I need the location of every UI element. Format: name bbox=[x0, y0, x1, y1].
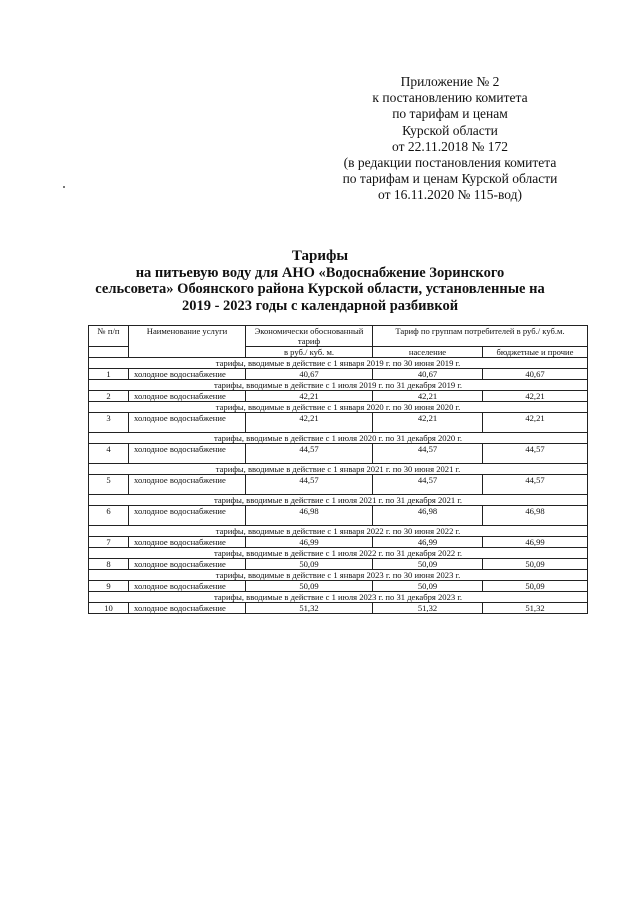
econ-tariff: 44,57 bbox=[246, 444, 373, 464]
period-row bbox=[89, 464, 588, 475]
population-tariff: 40,67 bbox=[373, 369, 483, 380]
header-population: население bbox=[373, 347, 483, 358]
row-number: 7 bbox=[89, 537, 129, 548]
period-label: тарифы, вводимые в действие с 1 января 2022 г. по 30 июня 2022 г. bbox=[89, 526, 588, 537]
period-label: тарифы, вводимые в действие с 1 января 2023 г. по 30 июня 2023 г. bbox=[89, 570, 588, 581]
period-label: тарифы, вводимые в действие с 1 июля 2019 г. по 31 декабря 2019 г. bbox=[89, 380, 588, 391]
appendix-line: к постановлению комитета bbox=[372, 90, 528, 106]
service-name: холодное водоснабжение bbox=[129, 506, 246, 526]
service-name: холодное водоснабжение bbox=[129, 537, 246, 548]
econ-tariff: 51,32 bbox=[246, 603, 373, 614]
budget-tariff: 50,09 bbox=[483, 581, 588, 592]
econ-tariff: 42,21 bbox=[246, 391, 373, 402]
scan-speck bbox=[63, 186, 65, 188]
population-tariff: 42,21 bbox=[373, 413, 483, 433]
row-number: 4 bbox=[89, 444, 129, 464]
title-line: 2019 - 2023 годы с календарной разбивкой bbox=[181, 297, 459, 314]
budget-tariff: 46,98 bbox=[483, 506, 588, 526]
period-row bbox=[89, 592, 588, 603]
econ-tariff: 40,67 bbox=[246, 369, 373, 380]
service-name: холодное водоснабжение bbox=[129, 391, 246, 402]
period-row bbox=[89, 495, 588, 506]
table-row bbox=[89, 444, 588, 464]
period-row bbox=[89, 548, 588, 559]
econ-tariff: 50,09 bbox=[246, 581, 373, 592]
table-row bbox=[89, 537, 588, 548]
appendix-line: по тарифам и ценам Курской области bbox=[342, 171, 558, 187]
service-name: холодное водоснабжение bbox=[129, 444, 246, 464]
table-row bbox=[89, 391, 588, 402]
period-label: тарифы, вводимые в действие с 1 июля 2023 г. по 31 декабря 2023 г. bbox=[89, 592, 588, 603]
econ-tariff: 46,98 bbox=[246, 506, 373, 526]
document-title bbox=[90, 248, 550, 314]
service-name: холодное водоснабжение bbox=[129, 603, 246, 614]
table-row bbox=[89, 413, 588, 433]
econ-tariff: 46,99 bbox=[246, 537, 373, 548]
population-tariff: 44,57 bbox=[373, 444, 483, 464]
budget-tariff: 42,21 bbox=[483, 391, 588, 402]
budget-tariff: 46,99 bbox=[483, 537, 588, 548]
budget-tariff: 44,57 bbox=[483, 475, 588, 495]
row-number: 5 bbox=[89, 475, 129, 495]
budget-tariff: 42,21 bbox=[483, 413, 588, 433]
table-row bbox=[89, 603, 588, 614]
period-row bbox=[89, 526, 588, 537]
title-heading: Тарифы bbox=[291, 248, 349, 264]
econ-tariff: 44,57 bbox=[246, 475, 373, 495]
econ-tariff: 42,21 bbox=[246, 413, 373, 433]
row-number: 9 bbox=[89, 581, 129, 592]
header-econ: Экономически обоснованный тариф bbox=[246, 326, 373, 347]
population-tariff: 46,99 bbox=[373, 537, 483, 548]
econ-tariff: 50,09 bbox=[246, 559, 373, 570]
row-number: 6 bbox=[89, 506, 129, 526]
table-row bbox=[89, 506, 588, 526]
population-tariff: 50,09 bbox=[373, 581, 483, 592]
period-row bbox=[89, 433, 588, 444]
row-number: 8 bbox=[89, 559, 129, 570]
appendix-line: (в редакции постановления комитета bbox=[343, 155, 557, 171]
service-name: холодное водоснабжение bbox=[129, 559, 246, 570]
population-tariff: 42,21 bbox=[373, 391, 483, 402]
period-label: тарифы, вводимые в действие с 1 января 2020 г. по 30 июня 2020 г. bbox=[89, 402, 588, 413]
service-name: холодное водоснабжение bbox=[129, 475, 246, 495]
appendix-line: от 22.11.2018 № 172 bbox=[392, 138, 508, 154]
budget-tariff: 40,67 bbox=[483, 369, 588, 380]
population-tariff: 44,57 bbox=[373, 475, 483, 495]
table-row bbox=[89, 581, 588, 592]
header-budget: бюджетные и прочие bbox=[483, 347, 588, 358]
row-number: 10 bbox=[89, 603, 129, 614]
population-tariff: 46,98 bbox=[373, 506, 483, 526]
budget-tariff: 44,57 bbox=[483, 444, 588, 464]
appendix-line: Курской области bbox=[402, 122, 498, 138]
table-row bbox=[89, 475, 588, 495]
period-row bbox=[89, 358, 588, 369]
tariff-table bbox=[88, 325, 588, 614]
header-num-blank bbox=[89, 347, 129, 358]
header-num: № п/п bbox=[89, 326, 129, 347]
appendix-line: по тарифам и ценам bbox=[392, 106, 508, 122]
service-name: холодное водоснабжение bbox=[129, 413, 246, 433]
period-label: тарифы, вводимые в действие с 1 января 2021 г. по 30 июня 2021 г. bbox=[89, 464, 588, 475]
table-row bbox=[89, 369, 588, 380]
header-groups: Тариф по группам потребителей в руб./ куб.м. bbox=[373, 326, 588, 347]
service-name: холодное водоснабжение bbox=[129, 369, 246, 380]
table-row bbox=[89, 559, 588, 570]
population-tariff: 51,32 bbox=[373, 603, 483, 614]
row-number: 1 bbox=[89, 369, 129, 380]
row-number: 3 bbox=[89, 413, 129, 433]
period-label: тарифы, вводимые в действие с 1 января 2019 г. по 30 июня 2019 г. bbox=[89, 358, 588, 369]
appendix-block bbox=[300, 74, 600, 204]
title-line: сельсовета» Обоянского района Курской области, установленные на bbox=[95, 281, 545, 297]
appendix-line: Приложение № 2 bbox=[400, 74, 500, 89]
header-econ-unit: в руб./ куб. м. bbox=[246, 347, 373, 358]
period-row bbox=[89, 380, 588, 391]
budget-tariff: 51,32 bbox=[483, 603, 588, 614]
header-service: Наименование услуги bbox=[129, 326, 246, 358]
budget-tariff: 50,09 bbox=[483, 559, 588, 570]
period-row bbox=[89, 402, 588, 413]
title-line: на питьевую воду для АНО «Водоснабжение Зоринского bbox=[135, 264, 505, 281]
period-label: тарифы, вводимые в действие с 1 июля 2020 г. по 31 декабря 2020 г. bbox=[89, 433, 588, 444]
population-tariff: 50,09 bbox=[373, 559, 483, 570]
period-row bbox=[89, 570, 588, 581]
period-label: тарифы, вводимые в действие с 1 июля 2021 г. по 31 декабря 2021 г. bbox=[89, 495, 588, 506]
period-label: тарифы, вводимые в действие с 1 июля 2022 г. по 31 декабря 2022 г. bbox=[89, 548, 588, 559]
appendix-line: от 16.11.2020 № 115-вод) bbox=[378, 187, 522, 203]
service-name: холодное водоснабжение bbox=[129, 581, 246, 592]
row-number: 2 bbox=[89, 391, 129, 402]
